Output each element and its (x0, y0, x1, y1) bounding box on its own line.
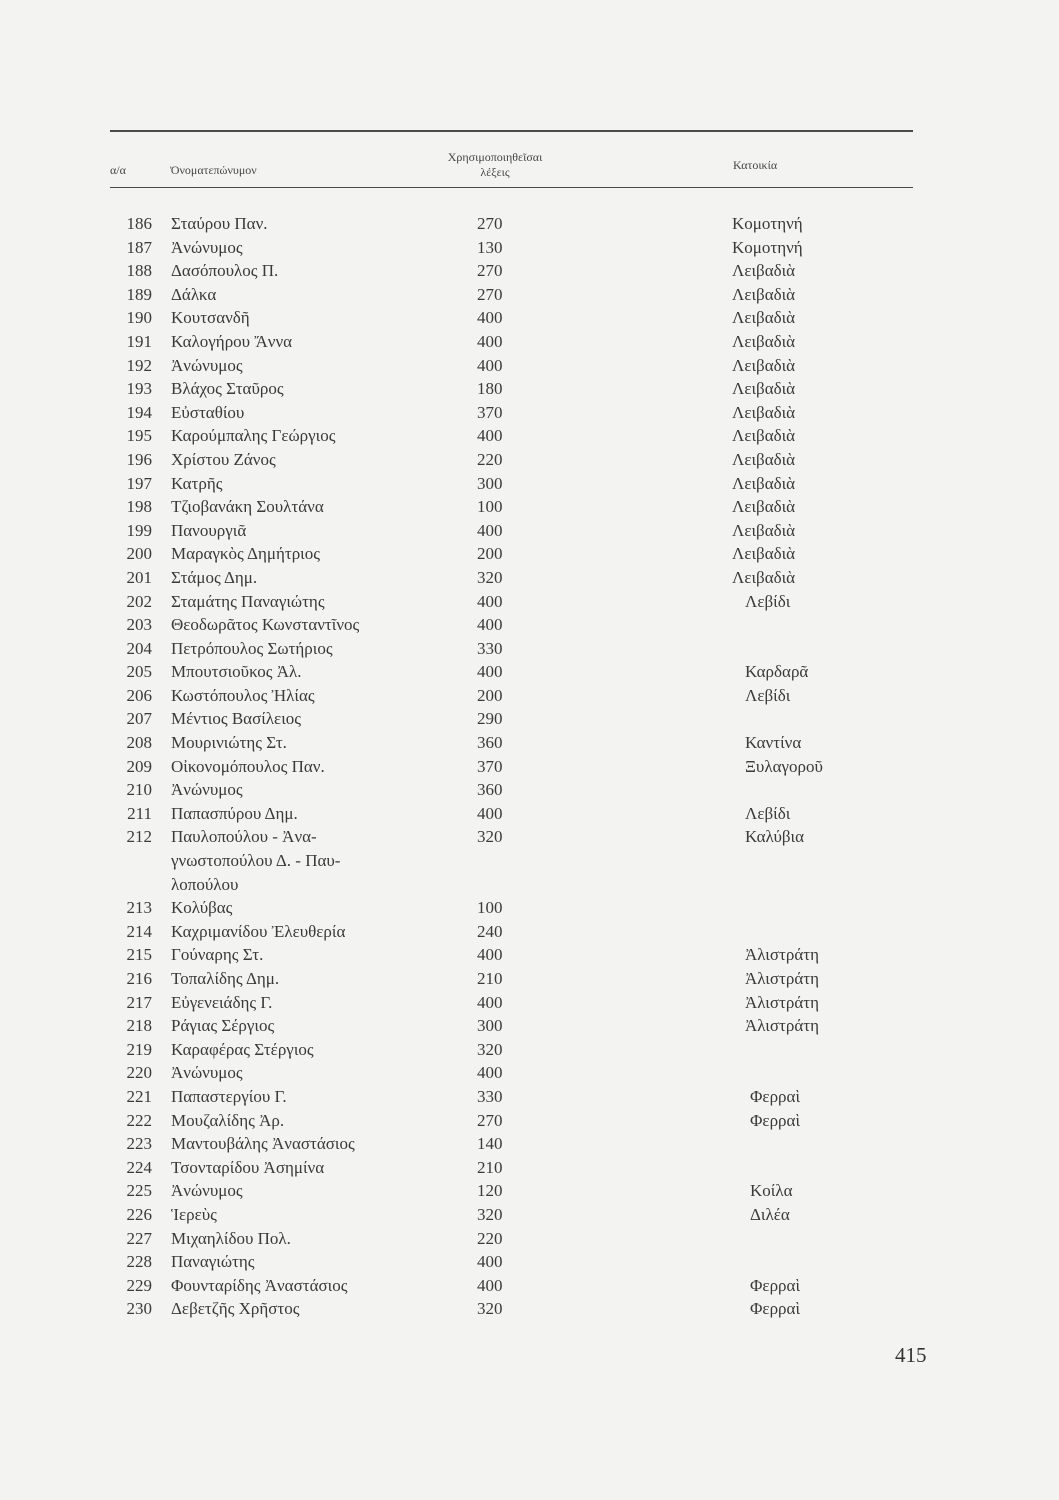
row-name: Θεοδωρᾶτος Κωνσταντῖνος (171, 615, 360, 635)
row-name: Μπουτσιοῦκος Ἀλ. (171, 662, 302, 682)
row-words: 400 (477, 615, 503, 635)
row-name: Φουνταρίδης Ἀναστάσιος (171, 1275, 348, 1295)
row-name: Κολύβας (171, 898, 233, 918)
row-words: 210 (477, 1157, 503, 1177)
row-words: 100 (477, 497, 503, 517)
row-residence: Ξυλαγοροῦ (745, 756, 823, 776)
row-index: 189 (126, 284, 152, 304)
row-residence: Λειβαδιὰ (732, 426, 796, 446)
row-name: Μαντουβάλης Ἀναστάσιος (171, 1134, 355, 1154)
table-row (0, 330, 1059, 354)
row-index: 191 (126, 331, 152, 351)
row-name: Μουζαλίδης Ἀρ. (171, 1110, 285, 1130)
row-words: 270 (477, 1110, 503, 1130)
row-index: 207 (126, 709, 152, 729)
row-residence: Λειβαδιὰ (732, 261, 796, 281)
row-words: 270 (477, 284, 503, 304)
table-row (0, 991, 1059, 1015)
table-row (0, 401, 1059, 425)
row-index: 217 (126, 992, 152, 1012)
row-name: Γούναρης Στ. (171, 945, 264, 965)
row-residence: Λειβαδιὰ (732, 544, 796, 564)
row-residence: Ἀλιστράτη (745, 969, 819, 989)
row-index: 188 (126, 261, 152, 281)
table-row (0, 377, 1059, 401)
table-row (0, 1179, 1059, 1203)
row-residence: Φερραὶ (750, 1299, 801, 1319)
row-residence: Λειβαδιὰ (732, 567, 796, 587)
header-name: Ὀνοματεπώνυμον (170, 163, 257, 177)
row-residence: Λειβαδιὰ (732, 449, 796, 469)
table-row (0, 472, 1059, 496)
table-row (0, 896, 1059, 920)
table-row (0, 1061, 1059, 1085)
row-name: Πετρόπουλος Σωτήριος (171, 638, 333, 658)
row-words: 200 (477, 685, 503, 705)
table-row (0, 495, 1059, 519)
table-row (0, 1014, 1059, 1038)
table-row (0, 236, 1059, 260)
row-words: 200 (477, 544, 503, 564)
row-name: Μαραγκὸς Δημήτριος (171, 544, 320, 564)
row-words: 400 (477, 992, 503, 1012)
row-name: Βλάχος Σταῦρος (171, 379, 284, 399)
row-residence: Λειβαδιὰ (732, 284, 796, 304)
row-words: 400 (477, 1275, 503, 1295)
row-residence: Ἀλιστράτη (745, 945, 819, 965)
row-residence: Κοίλα (750, 1181, 793, 1201)
row-name: Χρίστου Ζάνος (171, 449, 276, 469)
row-words: 330 (477, 1086, 503, 1106)
table-row (0, 1156, 1059, 1180)
table-row (0, 802, 1059, 826)
row-name: Δασόπουλος Π. (171, 261, 279, 281)
table-row (0, 778, 1059, 802)
row-index: 194 (126, 402, 152, 422)
row-name: Μουρινιώτης Στ. (171, 733, 287, 753)
row-index: 211 (127, 803, 152, 823)
header-words (420, 150, 570, 180)
row-residence: Λειβαδιὰ (732, 402, 796, 422)
row-words: 320 (477, 567, 503, 587)
row-index: 197 (126, 473, 152, 493)
row-words: 270 (477, 214, 503, 233)
row-index: 215 (126, 945, 152, 965)
row-index: 198 (126, 497, 152, 517)
table-row (0, 637, 1059, 661)
row-words: 370 (477, 756, 503, 776)
table-row (0, 660, 1059, 684)
row-words: 400 (477, 331, 503, 351)
row-residence: Λειβαδιὰ (732, 497, 796, 517)
row-name: Πανουργιᾶ (171, 520, 247, 540)
row-words: 180 (477, 379, 503, 399)
row-words: 270 (477, 261, 503, 281)
table-row (0, 684, 1059, 708)
row-index: 228 (126, 1252, 152, 1272)
row-name: Εὐσταθίου (171, 402, 245, 422)
row-name: Σταύρου Παν. (171, 214, 268, 233)
row-words: 320 (477, 1299, 503, 1319)
row-index: 203 (126, 615, 152, 635)
row-words: 220 (477, 1228, 503, 1248)
row-name: Παπαστεργίου Γ. (171, 1086, 287, 1106)
row-residence: Λεβίδι (745, 591, 791, 611)
table-row (0, 542, 1059, 566)
table-row (0, 1132, 1059, 1156)
header-index: α/α (110, 163, 126, 177)
row-index: 205 (126, 662, 152, 682)
header-residence: Κατοικία (733, 158, 778, 172)
row-name: Καρούμπαλης Γεώργιος (171, 426, 336, 446)
top-rule (110, 130, 913, 132)
row-words: 220 (477, 449, 503, 469)
row-name: Ἀνώνυμος (171, 1181, 243, 1201)
row-words: 240 (477, 921, 503, 941)
row-residence: Λειβαδιὰ (732, 379, 796, 399)
row-index: 202 (126, 591, 152, 611)
row-name: Ράγιας Σέργιος (171, 1016, 275, 1036)
row-name: Δεβετζῆς Χρῆστος (171, 1299, 300, 1319)
row-residence: Λειβαδιὰ (732, 520, 796, 540)
table-row (0, 1274, 1059, 1298)
table-row (0, 448, 1059, 472)
table-row (0, 1038, 1059, 1062)
table-row (0, 212, 1059, 236)
row-name: Μιχαηλίδου Πολ. (171, 1228, 291, 1248)
header-words-line2: λέξεις (480, 165, 510, 179)
row-name: Τοπαλίδης Δημ. (171, 969, 280, 989)
table-row (0, 1227, 1059, 1251)
row-index: 219 (126, 1039, 152, 1059)
page-number: 415 (895, 1343, 927, 1367)
row-index: 223 (126, 1134, 152, 1154)
row-name: Στάμος Δημ. (171, 567, 258, 587)
table-row (0, 755, 1059, 779)
table-row (0, 259, 1059, 283)
row-residence: Ἀλιστράτη (745, 1016, 819, 1036)
row-index: 222 (126, 1110, 152, 1130)
row-index: 216 (126, 969, 152, 989)
table-row (0, 306, 1059, 330)
row-residence: Διλέα (750, 1204, 790, 1224)
row-residence: Φερραὶ (750, 1275, 801, 1295)
row-index: 187 (126, 237, 152, 257)
table-row (0, 731, 1059, 755)
table-row (0, 943, 1059, 967)
row-name: Καχριμανίδου Ἐλευθερία (171, 921, 346, 941)
row-words: 300 (477, 1016, 503, 1036)
row-index: 196 (126, 449, 152, 469)
row-index: 204 (126, 638, 152, 658)
row-words: 290 (477, 709, 503, 729)
row-residence: Καρδαρᾶ (745, 662, 809, 682)
table-row (0, 566, 1059, 590)
row-name: Καλογήρου Ἄννα (171, 331, 293, 351)
row-index: 213 (126, 898, 152, 918)
row-words: 130 (477, 237, 503, 257)
row-residence: Λειβαδιὰ (732, 355, 796, 375)
table-row (0, 1297, 1059, 1321)
row-name: Παυλοπούλου - Ἀνα- γνωστοπούλου Δ. - Παυ- λοπούλου (171, 827, 341, 894)
row-residence: Φερραὶ (750, 1086, 801, 1106)
row-name: Παναγιώτης (171, 1252, 255, 1272)
row-name: Ἀνώνυμος (171, 1063, 243, 1083)
row-words: 360 (477, 733, 503, 753)
table-row (0, 354, 1059, 378)
row-index: 220 (126, 1063, 152, 1083)
row-name: Μέντιος Βασίλειος (171, 709, 301, 729)
table-row (0, 825, 1059, 896)
row-name: Παπασπύρου Δημ. (171, 803, 298, 823)
row-words: 330 (477, 638, 503, 658)
row-index: 193 (126, 379, 152, 399)
row-index: 210 (126, 780, 152, 800)
entries-table (0, 212, 1059, 1321)
row-index: 200 (126, 544, 152, 564)
row-index: 230 (126, 1299, 152, 1319)
table-row (0, 590, 1059, 614)
row-index: 227 (126, 1228, 152, 1248)
row-index: 226 (126, 1204, 152, 1224)
row-residence: Λειβαδιὰ (732, 473, 796, 493)
row-index: 190 (126, 308, 152, 328)
row-residence: Κομοτηνή (732, 237, 803, 257)
row-index: 192 (126, 355, 152, 375)
row-index: 186 (126, 214, 152, 233)
table-row (0, 920, 1059, 944)
row-residence: Λεβίδι (745, 685, 791, 705)
row-words: 320 (477, 827, 503, 847)
row-name: Σταμάτης Παναγιώτης (171, 591, 325, 611)
row-name: Ἱερεὺς (171, 1204, 217, 1224)
table-row (0, 283, 1059, 307)
row-residence: Καντίνα (745, 733, 802, 753)
header-words-line1: Χρησιμοποιηθεῖσαι (447, 150, 543, 164)
row-words: 400 (477, 1252, 503, 1272)
row-words: 320 (477, 1039, 503, 1059)
table-row (0, 1109, 1059, 1133)
row-words: 360 (477, 780, 503, 800)
row-index: 214 (126, 921, 152, 941)
header-rule (110, 187, 913, 188)
row-name: Δάλκα (171, 284, 217, 304)
row-words: 400 (477, 945, 503, 965)
row-words: 300 (477, 473, 503, 493)
row-words: 400 (477, 355, 503, 375)
row-words: 370 (477, 402, 503, 422)
row-words: 400 (477, 520, 503, 540)
row-index: 221 (126, 1086, 152, 1106)
row-name: Ἀνώνυμος (171, 355, 243, 375)
row-index: 229 (126, 1275, 152, 1295)
table-row (0, 1250, 1059, 1274)
row-name: Οἰκονομόπουλος Παν. (171, 756, 325, 776)
row-name: Τσονταρίδου Ἀσημίνα (171, 1157, 325, 1177)
row-words: 210 (477, 969, 503, 989)
table-row (0, 967, 1059, 991)
row-residence: Κομοτηνή (732, 214, 803, 233)
row-residence: Λειβαδιὰ (732, 331, 796, 351)
row-index: 225 (126, 1181, 152, 1201)
row-words: 400 (477, 591, 503, 611)
table-row (0, 1085, 1059, 1109)
row-index: 199 (126, 520, 152, 540)
row-residence: Ἀλιστράτη (745, 992, 819, 1012)
row-words: 140 (477, 1134, 503, 1154)
row-index: 218 (126, 1016, 152, 1036)
row-index: 208 (126, 733, 152, 753)
table-row (0, 613, 1059, 637)
row-name: Τζιοβανάκη Σουλτάνα (171, 497, 324, 517)
row-words: 400 (477, 426, 503, 446)
row-index: 212 (126, 827, 152, 847)
row-name: Ἀνώνυμος (171, 780, 243, 800)
row-residence: Καλύβια (745, 827, 805, 847)
row-index: 195 (126, 426, 152, 446)
row-words: 400 (477, 308, 503, 328)
row-name: Ἀνώνυμος (171, 237, 243, 257)
row-residence: Λεβίδι (745, 803, 791, 823)
row-name: Κουτσανδῆ (171, 308, 250, 328)
row-index: 209 (126, 756, 152, 776)
row-index: 201 (126, 567, 152, 587)
row-residence: Λειβαδιὰ (732, 308, 796, 328)
row-index: 224 (126, 1157, 152, 1177)
row-index: 206 (126, 685, 152, 705)
row-words: 100 (477, 898, 503, 918)
row-words: 320 (477, 1204, 503, 1224)
row-words: 120 (477, 1181, 503, 1201)
table-row (0, 707, 1059, 731)
table-row (0, 424, 1059, 448)
row-words: 400 (477, 1063, 503, 1083)
table-row (0, 519, 1059, 543)
row-name: Καραφέρας Στέργιος (171, 1039, 314, 1059)
row-words: 400 (477, 662, 503, 682)
row-name: Κατρῆς (171, 473, 223, 493)
row-name: Κωστόπουλος Ἠλίας (171, 685, 315, 705)
row-residence: Φερραὶ (750, 1110, 801, 1130)
row-words: 400 (477, 803, 503, 823)
table-row (0, 1203, 1059, 1227)
row-name: Εὐγενειάδης Γ. (171, 992, 273, 1012)
